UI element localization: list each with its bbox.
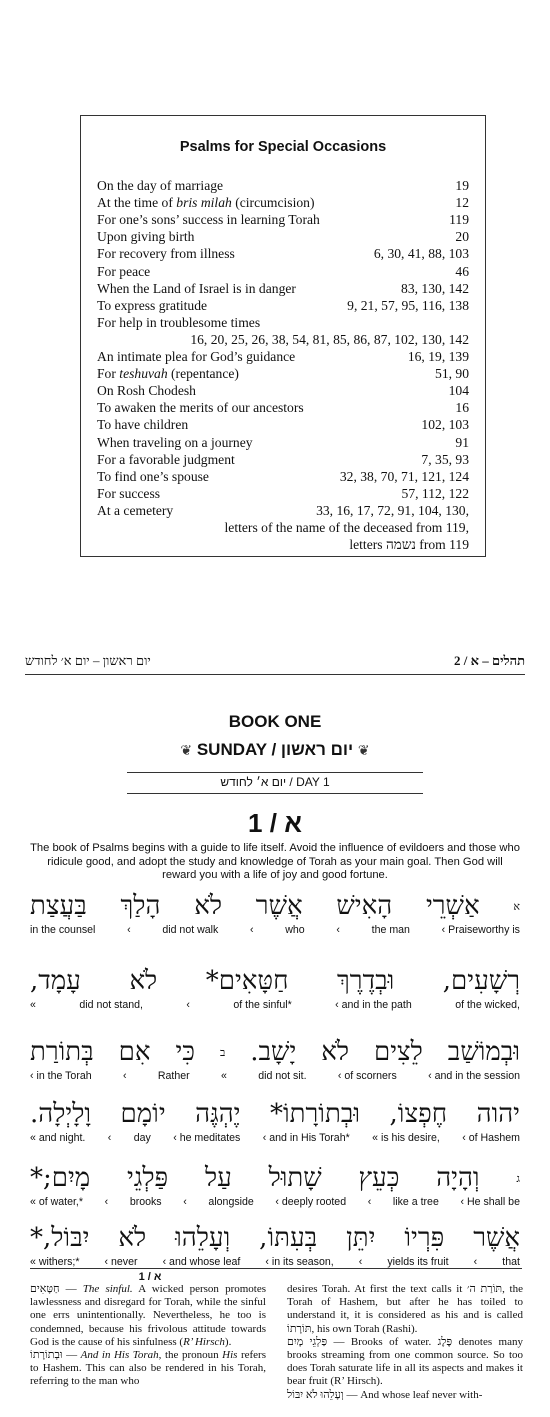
hebrew-verse-line: וּבְמוֹשַׁב לֵצִים לֹא יָשָׁב. ב כִּי אִם בְּתוֹרַת — [30, 1037, 520, 1067]
sunday-hebrew: יום ראשון — [280, 740, 354, 759]
occasion-label: To awaken the merits of our ancestors — [97, 400, 304, 416]
occasion-label: For help in troublesome times — [97, 314, 261, 330]
hebrew-verse-line: ג וְהָיָה כְּעֵץ שָׁתוּל עַל פַּלְגֵי מָיִם;* — [30, 1163, 520, 1193]
occasion-label: To find one’s spouse — [97, 468, 209, 484]
occasion-row — [97, 332, 469, 349]
gloss-word: ‹ and in the session — [428, 1070, 520, 1082]
gloss-word: the man — [371, 924, 410, 936]
occasion-label: On the day of marriage — [97, 178, 224, 193]
occasion-row — [97, 195, 469, 212]
gloss-word: ‹ and in His Torah* — [262, 1132, 350, 1144]
sunday-heading — [0, 740, 550, 760]
chapter-number: 1 / א — [248, 808, 302, 838]
occasion-row — [97, 229, 469, 246]
gloss-word: ‹ — [122, 1070, 127, 1082]
book-title: BOOK ONE — [228, 712, 322, 731]
occasion-row — [97, 212, 469, 229]
occasion-label: To have children — [97, 417, 189, 433]
occasion-psalms: 102, 103 — [421, 417, 469, 433]
occasion-row — [97, 315, 469, 332]
occasion-row — [97, 366, 469, 383]
occasion-row — [97, 469, 469, 486]
occasion-psalms: 7, 35, 93 — [421, 451, 469, 467]
hebrew-verse-line: אֲשֶׁר פִּרְיוֹ יִתֵּן בְּעִתּוֹ, וְעָלֵהוּ לֹא יִבּוֹל,* — [30, 1223, 520, 1253]
chapter-intro: The book of Psalms begins with a guide to life itself. Avoid the influence of evildoers and those who ridicule good, and adopt the study and knowledge of Torah as your main goal. Then God will reward you with a life of joy and good fortune. — [30, 842, 520, 881]
occasion-row — [97, 503, 469, 520]
gloss-line — [30, 1132, 520, 1144]
occasion-label: At the time of bris milah (circumcision) — [97, 195, 315, 211]
gloss-word: ‹ in its season, — [265, 1256, 334, 1268]
gloss-word: ‹ deeply rooted — [275, 1196, 347, 1208]
hebrew-verse-line: א אַשְׁרֵי הָאִישׁ אֲשֶׁר לֹא הָלַךְ בַּעֲצַת — [30, 891, 520, 921]
gloss-word: ‹ — [107, 1132, 112, 1144]
gloss-word: ‹ of Hashem — [462, 1132, 520, 1144]
occasion-psalms: 32, 38, 70, 71, 121, 124 — [339, 468, 469, 484]
running-header-left: יום ראשון – יום א׳ לחודש — [25, 653, 151, 668]
occasion-psalms: 19 — [455, 178, 469, 193]
occasion-label: For recovery from illness — [97, 246, 235, 262]
gloss-word: ‹ he meditates — [173, 1132, 241, 1144]
occasion-row — [97, 281, 469, 298]
gloss-word: ‹ in the Torah — [30, 1070, 92, 1082]
gloss-line — [30, 1070, 520, 1082]
ornament-right-icon: ❦ — [357, 742, 370, 758]
occasion-label: When traveling on a journey — [97, 434, 253, 450]
header-rule — [25, 674, 525, 675]
occasion-row — [97, 486, 469, 503]
gloss-line — [30, 924, 520, 936]
occasion-label: Upon giving birth — [97, 229, 195, 245]
commentary-rule — [30, 1268, 522, 1269]
occasion-psalms: 33, 16, 17, 72, 91, 104, 130, — [316, 502, 469, 518]
occasion-row — [97, 520, 469, 537]
occasion-label: At a cemetery — [97, 502, 174, 518]
gloss-word: ‹ — [104, 1196, 109, 1208]
occasion-label: On Rosh Chodesh — [97, 383, 196, 399]
box-title: Psalms for Special Occasions — [179, 139, 387, 155]
commentary-paragraph: desires Torah. At first the text calls it תּוֹרַת ה׳, the Torah of Hashem, but after he has toiled to understand it, it is considered as his and is called תּוֹרָתוֹ, his own Torah (Rashi). — [287, 1283, 523, 1335]
occasion-label: To express gratitude — [97, 297, 208, 313]
commentary-paragraph: וּבְתוֹרָתוֹ — And in His Torah, the pronoun His refers to Hashem. This can also be rendered in his Torah, referring to the man who — [30, 1349, 266, 1388]
occasion-psalms: 119 — [449, 212, 469, 228]
gloss-word: ‹ — [367, 1196, 372, 1208]
gloss-word: day — [133, 1132, 151, 1144]
occasion-row — [97, 537, 469, 554]
gloss-word: yields its fruit — [387, 1256, 449, 1268]
day-rule-bottom — [127, 793, 423, 794]
gloss-word: « withers;* — [30, 1256, 80, 1268]
gloss-word: « is his desire, — [372, 1132, 440, 1144]
sunday-separator: / — [266, 740, 281, 759]
occasion-psalms: 83, 130, 142 — [401, 280, 469, 296]
occasion-psalms: 51, 90 — [435, 366, 469, 382]
day-label: יום א׳ לחודש / DAY 1 — [220, 775, 330, 789]
gloss-word: who — [285, 924, 305, 936]
hebrew-verse-line: יהוה חֶפְצוֹ, וּבְתוֹרָתוֹ* יֶהְגֶּה יוֹמָם וָלָיְלָה. — [30, 1099, 520, 1129]
occasion-row — [97, 435, 469, 452]
occasion-row — [97, 349, 469, 366]
gloss-word: ‹ He shall be — [460, 1196, 520, 1208]
occasion-row — [97, 400, 469, 417]
occasion-psalms: 46 — [455, 263, 469, 279]
occasion-row — [97, 178, 469, 195]
gloss-word: ‹ — [473, 1256, 478, 1268]
occasion-label: When the Land of Israel is in danger — [97, 280, 296, 296]
gloss-word: ‹ of scorners — [337, 1070, 397, 1082]
psalms-occasions-box — [80, 115, 486, 557]
gloss-word: « of water,* — [30, 1196, 83, 1208]
occasion-psalms: 12 — [455, 195, 469, 211]
gloss-word: ‹ Praiseworthy is — [441, 924, 520, 936]
gloss-word: ‹ — [186, 999, 190, 1011]
gloss-word: did not sit. — [258, 1070, 307, 1082]
occasion-label: For one’s sons’ success in learning Torah — [97, 212, 320, 228]
commentary-column-left — [30, 1283, 266, 1389]
gloss-word: ‹ never — [104, 1256, 138, 1268]
gloss-word: of the sinful* — [233, 999, 292, 1011]
occasion-label: For teshuvah (repentance) — [97, 366, 239, 382]
occasion-row — [97, 452, 469, 469]
occasion-psalms: 20 — [455, 229, 469, 245]
occasion-psalms: letters נשמה from 119 — [349, 537, 469, 553]
gloss-word: brooks — [129, 1196, 162, 1208]
gloss-word: that — [502, 1256, 520, 1268]
gloss-word: ‹ — [127, 924, 131, 936]
gloss-word: alongside — [208, 1196, 254, 1208]
occasion-psalms: 9, 21, 57, 95, 116, 138 — [347, 297, 469, 313]
commentary-heading: 1 / א — [138, 1271, 162, 1283]
running-header — [25, 653, 525, 673]
gloss-line — [30, 1196, 520, 1208]
occasion-psalms: 57, 112, 122 — [401, 485, 469, 501]
gloss-word: of the wicked, — [455, 999, 520, 1011]
occasion-psalms: 16 — [455, 400, 469, 416]
occasion-row — [97, 417, 469, 434]
gloss-word: ‹ and whose leaf — [162, 1256, 241, 1268]
day-rule-top — [127, 772, 423, 773]
occasion-psalms: 91 — [455, 434, 469, 450]
gloss-word: in the counsel — [30, 924, 96, 936]
gloss-word: ‹ — [336, 924, 340, 936]
occasion-psalms: 16, 20, 25, 26, 38, 54, 81, 85, 86, 87, 102, 130, 142 — [190, 331, 469, 347]
gloss-word: ‹ and in the path — [335, 999, 412, 1011]
occasion-psalms: letters of the name of the deceased from 119, — [224, 520, 469, 535]
running-header-right: 2 / תהלים – א — [454, 653, 525, 668]
occasion-row — [97, 264, 469, 281]
commentary-paragraph: וְעָלֵהוּ לֹא יִבּוֹל — And whose leaf never with- — [287, 1388, 483, 1401]
gloss-word: ‹ — [250, 924, 254, 936]
occasion-psalms: 104 — [448, 383, 469, 399]
commentary-paragraph: חַטָּאִים — The sinful. A wicked person promotes lawlessness and disregard for Torah, while the sinful one errs unintentionally. Nevertheless, he too is condemned, because his frivolous attitude towards God is the cause of his sinfulness (R’ Hirsch). — [30, 1283, 267, 1348]
occasion-psalms: 6, 30, 41, 88, 103 — [373, 246, 469, 262]
ornament-left-icon: ❦ — [180, 742, 193, 758]
occasion-label: An intimate plea for God’s guidance — [97, 349, 296, 364]
hebrew-verse-line: רְשָׁעִים, וּבְדֶרֶךְ חַטָּאִים* לֹא עָמָד, — [30, 966, 520, 996]
occasion-label: For a favorable judgment — [97, 451, 235, 467]
gloss-word: did not walk — [162, 924, 219, 936]
gloss-word: « and night. — [30, 1132, 86, 1144]
occasion-label: For success — [97, 485, 161, 501]
occasion-row — [97, 246, 469, 263]
sunday-english: SUNDAY — [196, 740, 267, 759]
commentary-paragraph: פַּלְגֵי מָיִם — Brooks of water. פֶּלֶג denotes many brooks streaming from one common source. So too does Torah saturate life in all its aspects and makes it bear fruit (R’ Hirsch). — [287, 1335, 523, 1388]
gloss-line — [30, 1256, 520, 1268]
commentary-column-right — [287, 1283, 523, 1402]
gloss-word: ‹ — [183, 1196, 187, 1208]
gloss-word: did not stand, — [79, 999, 143, 1011]
gloss-word: « — [30, 999, 36, 1011]
gloss-line — [30, 999, 520, 1011]
gloss-word: Rather — [157, 1070, 190, 1082]
gloss-word: « — [221, 1070, 227, 1082]
occasion-row — [97, 298, 469, 315]
gloss-word: like a tree — [392, 1196, 439, 1208]
occasion-label: For peace — [97, 263, 151, 279]
occasion-row — [97, 383, 469, 400]
occasion-psalms: 16, 19, 139 — [407, 349, 469, 364]
gloss-word: ‹ — [358, 1256, 363, 1268]
